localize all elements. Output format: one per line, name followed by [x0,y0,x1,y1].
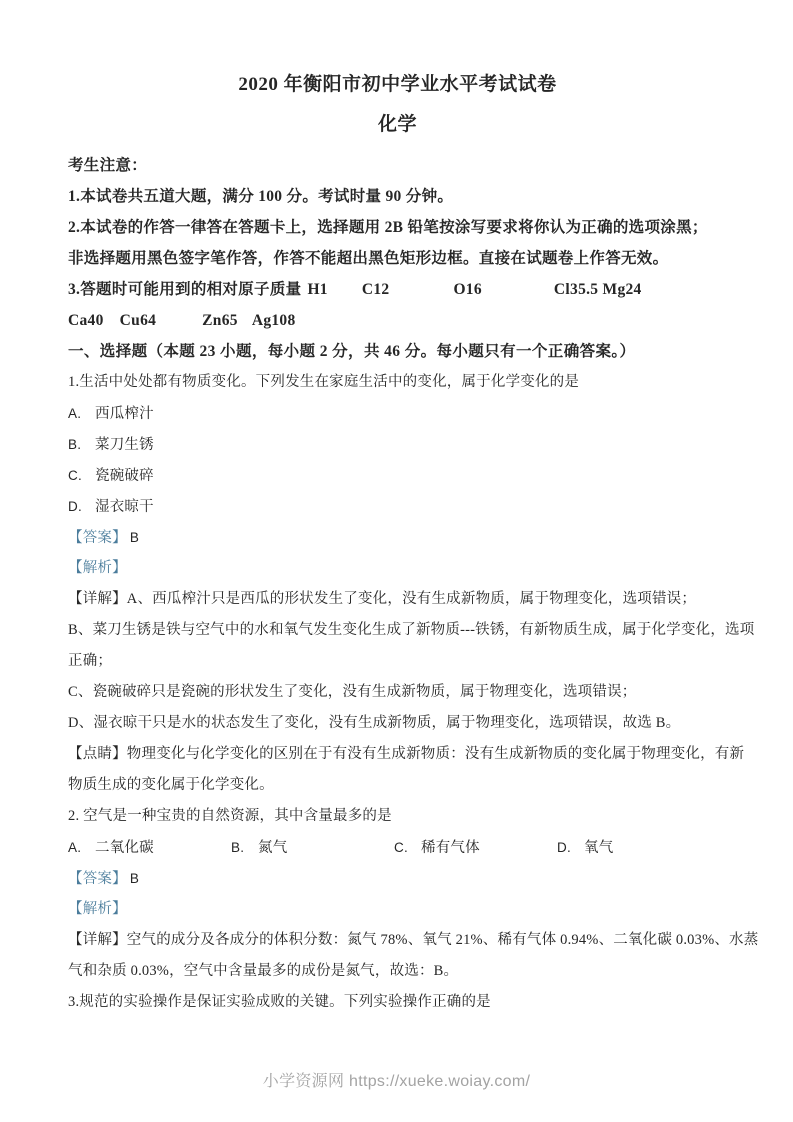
notice-item-3-atomic-masses [68,274,727,305]
question-2-option-a [68,832,231,864]
notice-item-2-line-1: 2.本试卷的作答一律答在答题卡上，选择题用 2B 铅笔按涂写要求将你认为正确的选项涂黑； [68,219,708,236]
exam-title: 2020 年衡阳市初中学业水平考试试卷 [238,74,557,95]
question-2-stem: 2. 空气是一种宝贵的自然资源，其中含量最多的是 [68,808,392,824]
analysis-marker: 【解析】 [68,901,127,917]
question-1-analysis-line [68,553,727,584]
watermark-footer: 小学资源网 https://xueke.woiay.com/ [262,1073,531,1090]
atomic-mass-H: H1 [307,281,328,298]
question-2-option-b [231,832,394,864]
question-1-detail-line-4: C、瓷碗破碎只是瓷碗的形状发生了变化，没有生成新物质，属于物理变化，选项错误； [68,684,637,700]
answer-value: B [129,530,140,545]
option-text: 湿衣晾干 [95,499,154,515]
option-text: 氧气 [584,840,614,856]
atomic-mass-C: C12 [361,281,390,298]
question-1-option-a [68,398,727,429]
question-2-options-row [68,832,727,863]
option-text: 瓷碗破碎 [95,468,154,484]
answer-marker: 【答案】 [68,530,127,546]
atomic-mass-Cu: Cu64 [119,312,157,329]
question-1-answer-line [68,522,727,553]
option-text: 氮气 [258,840,288,856]
question-2-answer-line [68,863,727,894]
notice-item-2-line-2: 非选择题用黑色签字笔作答，作答不能超出黑色矩形边框。直接在试题卷上作答无效。 [68,250,669,267]
question-1-detail-line-1: 【详解】A、西瓜榨汁只是西瓜的形状发生了变化，没有生成新物质，属于物理变化，选项错误； [68,591,697,607]
atomic-mass-Ag: Ag108 [251,312,296,329]
answer-marker: 【答案】 [68,871,127,887]
option-text: 西瓜榨汁 [95,406,154,422]
atomic-mass-Zn: Zn65 [202,312,238,329]
question-1-option-c [68,460,727,491]
question-1-note-line-2: 物质生成的变化属于化学变化。 [68,777,274,793]
option-text: 稀有气体 [421,840,480,856]
notice-item-1: 1.本试卷共五道大题，满分 100 分。考试时量 90 分钟。 [68,188,454,205]
option-label: A. [68,406,82,421]
question-2-detail-line-2: 气和杂质 0.03%，空气中含量最多的成份是氮气，故选：B。 [68,963,459,979]
question-1-option-b [68,429,727,460]
question-1-stem: 1.生活中处处都有物质变化。下列发生在家庭生活中的变化，属于化学变化的是 [68,374,580,390]
option-label: C. [68,468,82,483]
question-1-detail-line-3: 正确； [68,653,113,669]
question-2-analysis-line [68,894,727,925]
atomic-masses-line-2 [68,305,727,336]
atomic-mass-Ca: Ca40 [68,312,104,329]
option-label: D. [68,499,82,514]
section-1-heading: 一、选择题（本题 23 小题，每小题 2 分，共 46 分。每小题只有一个正确答案。） [68,343,636,360]
question-1-option-d [68,491,727,522]
atomic-mass-Cl-Mg: Cl35.5 Mg24 [553,281,642,298]
atomic-mass-O: O16 [453,281,482,298]
option-text: 二氧化碳 [95,840,154,856]
atomic-mass-prefix: 3.答题时可能用到的相对原子质量 [68,281,302,298]
question-1-detail-line-2: B、菜刀生锈是铁与空气中的水和氧气发生变化生成了新物质---铁锈，有新物质生成，属于化学变化，选项 [68,622,755,638]
option-label: A. [68,840,82,855]
option-text: 菜刀生锈 [95,437,154,453]
question-1-detail-line-5: D、湿衣晾干只是水的状态发生了变化，没有生成新物质，属于物理变化，选项错误，故选 B。 [68,715,681,731]
option-label: C. [394,840,408,855]
question-2-option-d [557,832,613,864]
question-3-stem: 3.规范的实验操作是保证实验成败的关键。下列实验操作正确的是 [68,994,491,1010]
exam-subject: 化学 [377,114,417,135]
notice-heading: 考生注意： [68,157,148,174]
question-2-detail-line-1: 【详解】空气的成分及各成分的体积分数：氮气 78%、氧气 21%、稀有气体 0.94%、二氧化碳 0.03%、水蒸 [68,932,759,948]
analysis-marker: 【解析】 [68,560,127,576]
option-label: B. [68,437,82,452]
option-label: D. [557,840,571,855]
question-2-option-c [394,832,557,864]
option-label: B. [231,840,245,855]
answer-value: B [129,871,140,886]
question-1-note-line-1: 【点睛】物理变化与化学变化的区别在于有没有生成新物质：没有生成新物质的变化属于物理变化，有新 [68,746,745,762]
